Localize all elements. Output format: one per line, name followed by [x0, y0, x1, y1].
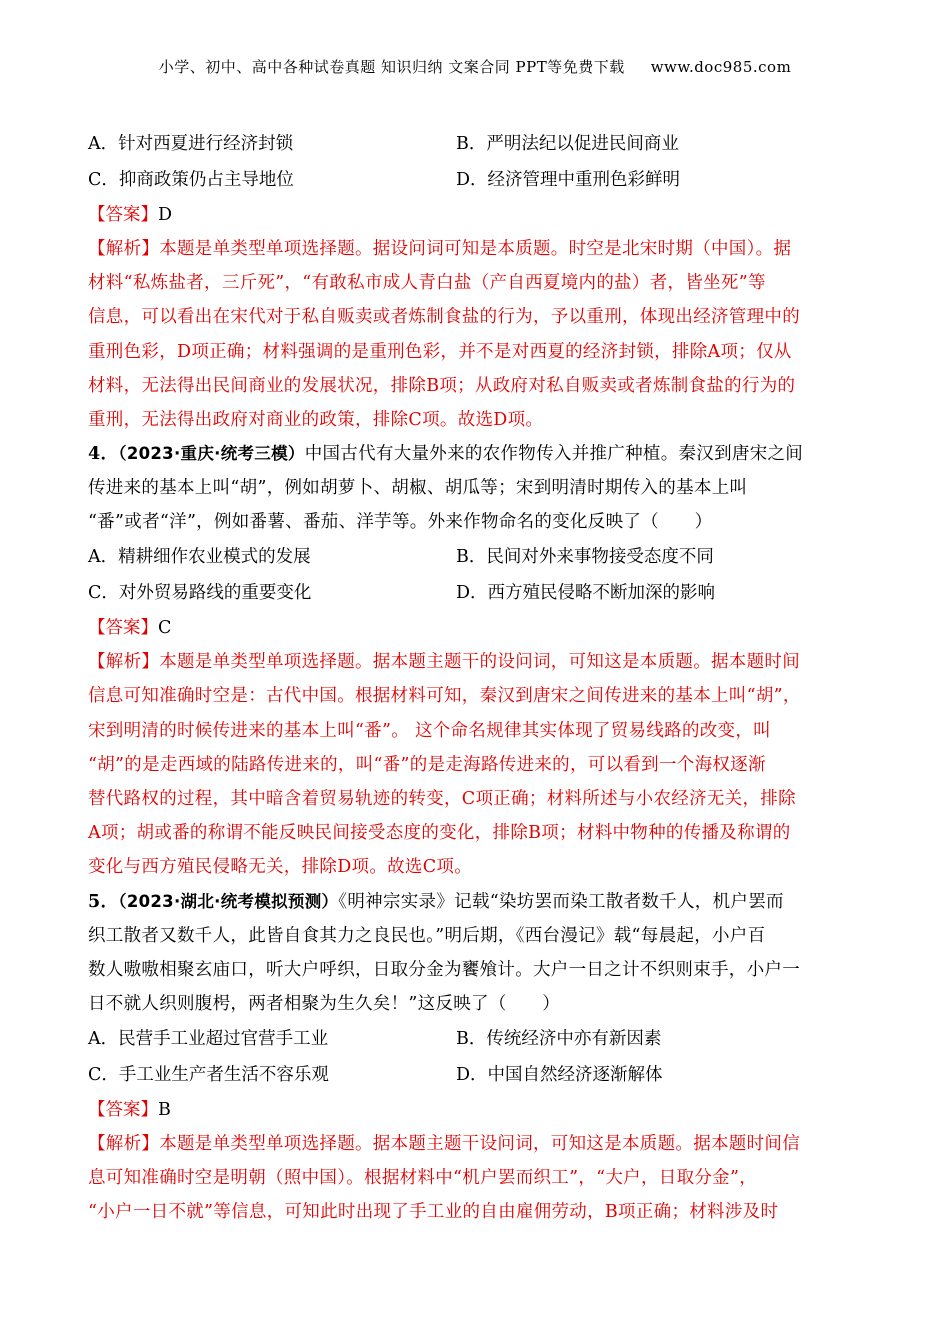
q3-answer-tag: 【答案】: [88, 205, 158, 225]
q4-stem-line: “番”或者“洋”，例如番薯、番茄、洋芋等。外来作物命名的变化反映了（ ）: [88, 512, 713, 533]
q4-analysis-line: 【解析】本题是单类型单项选择题。据本题主题干的设问词，可知这是本质题。据本题时间: [88, 652, 800, 673]
q4-analysis-line: 替代路权的过程，其中暗含着贸易轨迹的转变，C项正确；材料所述与小农经济无关，排除: [88, 789, 796, 810]
q5-analysis: [88, 1127, 863, 1230]
q5-options-row-1: [88, 1021, 863, 1057]
q5-stem-line: 织工散者又数千人，此皆自食其力之良民也。”明后期，《西台漫记》载“每晨起，小户百: [88, 925, 766, 946]
q3-analysis-line: 材料“私炼盐者，三斤死”，“有敢私市成人青白盐（产自西夏境内的盐）者，皆坐死”等: [88, 273, 766, 294]
q4-answer-value: C: [158, 618, 172, 639]
q5-stem-line: 日不就人织则腹枵，两者相聚为生久矣！”这反映了（ ）: [88, 993, 561, 1014]
q5-analysis-line: 【解析】本题是单类型单项选择题。据本题主题干设问词，可知这是本质题。据本题时间信: [88, 1133, 800, 1154]
header-site-link[interactable]: www.doc985.com: [650, 58, 792, 76]
q4-number: 4．: [88, 444, 119, 465]
q4-option-c: C．对外贸易路线的重要变化: [88, 583, 312, 604]
q4-analysis: [88, 645, 863, 884]
q5-option-c: C．手工业生产者生活不容乐观: [88, 1064, 329, 1085]
q5-option-d: D．中国自然经济逐渐解体: [456, 1064, 663, 1085]
document-body: [88, 126, 863, 1229]
q3-options-row-2: [88, 162, 863, 198]
q4-analysis-line: “胡”的是走西域的陆路传进来的，叫“番”的是走海路传进来的，可以看到一个海权逐渐: [88, 754, 766, 775]
q5-stem-line-1: [88, 885, 863, 919]
q5-number: 5．: [88, 891, 119, 912]
q5-options-row-2: [88, 1057, 863, 1093]
q5-answer-tag: 【答案】: [88, 1099, 158, 1120]
q3-options-row-1: [88, 126, 863, 162]
q5-source: （2023·湖北·统考模拟预测）: [118, 891, 339, 911]
q4-stem-text: 中国古代有大量外来的农作物传入并推广种植。秦汉到唐宋之间: [304, 444, 804, 465]
q4-option-b: B．民间对外来事物接受态度不同: [456, 547, 714, 568]
q5-option-b: B．传统经济中亦有新因素: [456, 1028, 662, 1049]
q4-analysis-line: 变化与西方殖民侵略无关，排除D项。故选C项。: [88, 857, 473, 878]
q4-source: （2023·重庆·统考三模）: [118, 444, 305, 464]
q3-analysis-line: 材料，无法得出民间商业的发展状况，排除B项；从政府对私自贩卖或者炼制食盐的行为的: [88, 375, 796, 396]
q5-analysis-line: “小户一日不就”等信息，可知此时出现了手工业的自由雇佣劳动，B项正确；材料涉及时: [88, 1202, 779, 1223]
header-text: 小学、初中、高中各种试卷真题 知识归纳 文案合同 PPT等免费下载: [158, 58, 625, 76]
q4-options-row-2: [88, 575, 863, 611]
q3-option-d: D．经济管理中重刑色彩鲜明: [456, 170, 681, 190]
q3-answer-value: D: [158, 205, 173, 225]
q4-option-a: A．精耕细作农业模式的发展: [88, 547, 311, 568]
q4-analysis-line: 信息可知准确时空是：古代中国。根据材料可知，秦汉到唐宋之间传进来的基本上叫“胡”，: [88, 686, 801, 707]
q4-stem-line: 传进来的基本上叫“胡”，例如胡萝卜、胡椒、胡瓜等；宋到明清时期传入的基本上叫: [88, 478, 748, 499]
q4-analysis-line: 宋到明清的时候传进来的基本上叫“番”。 这个命名规律其实体现了贸易线路的改变，叫: [88, 720, 771, 741]
q5-answer: [88, 1093, 863, 1127]
q3-option-b: B．严明法纪以促进民间商业: [456, 134, 679, 154]
q4-answer-tag: 【答案】: [88, 618, 158, 639]
q5-analysis-line: 息可知准确时空是明朝（照中国）。根据材料中“机户罢而织工”，“大户，日取分金”，: [88, 1167, 758, 1188]
q4-option-d: D．西方殖民侵略不断加深的影响: [456, 583, 716, 604]
q3-analysis-line: 信息，可以看出在宋代对于私自贩卖或者炼制食盐的行为，予以重刑，体现出经济管理中的: [88, 307, 800, 328]
q3-option-c: C．抑商政策仍占主导地位: [88, 170, 294, 190]
q4-options-row-1: [88, 539, 863, 575]
q3-option-a: A．针对西夏进行经济封锁: [88, 134, 294, 154]
q3-answer: [88, 198, 863, 232]
q4-analysis-line: A项；胡或番的称谓不能反映民间接受态度的变化，排除B项；材料中物种的传播及称谓的: [88, 823, 791, 844]
page-header: [0, 56, 950, 77]
q4-stem-line-1: [88, 437, 863, 471]
q5-answer-value: B: [158, 1099, 171, 1120]
q3-analysis-line: 【解析】本题是单类型单项选择题。据设问词可知是本质题。时空是北宋时期（中国）。据: [88, 239, 792, 259]
q4-answer: [88, 611, 863, 645]
q5-option-a: A．民营手工业超过官营手工业: [88, 1028, 329, 1049]
q5-stem-text: 《明神宗实录》记载“染坊罢而染工散者数千人，机户罢而: [338, 891, 784, 912]
q3-analysis: [88, 232, 863, 437]
q3-analysis-line: 重刑，无法得出政府对商业的政策，排除C项。故选D项。: [88, 410, 544, 431]
q5-stem-line: 数人嗷嗷相聚玄庙口，听大户呼织，日取分金为饔飧计。大户一日之计不织则束手，小户一: [88, 959, 800, 980]
q3-analysis-line: 重刑色彩，D项正确；材料强调的是重刑色彩，并不是对西夏的经济封锁，排除A项；仅从: [88, 341, 792, 362]
